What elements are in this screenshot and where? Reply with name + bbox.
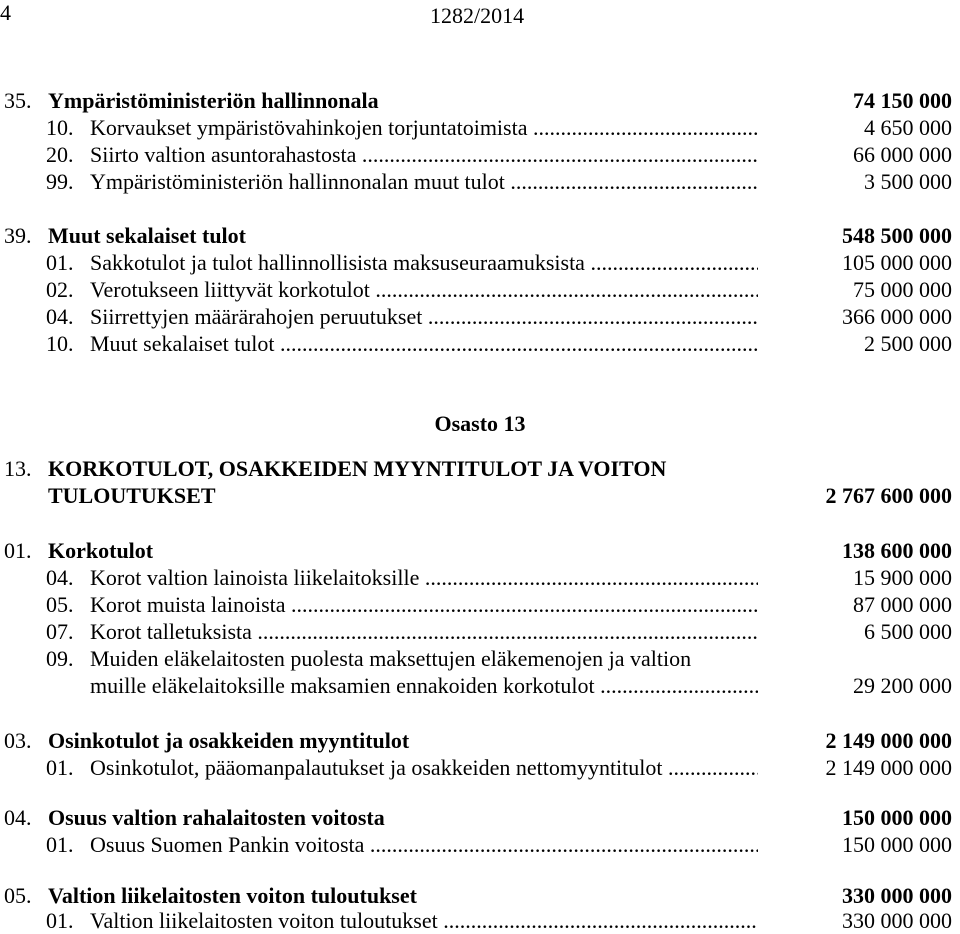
item-amount: 4 650 000 (864, 115, 952, 140)
item-number: 01. (46, 755, 74, 780)
item-row (0, 831, 952, 858)
item-row (0, 114, 952, 141)
section-number: 01. (4, 538, 32, 563)
main-class-heading-13 (0, 455, 952, 482)
item-amount: 105 000 000 (842, 250, 952, 275)
item-label: Siirrettyjen määrärahojen peruutukset ..... (90, 303, 758, 330)
item-row (0, 907, 952, 934)
item-amount: 150 000 000 (842, 832, 952, 857)
item-amount: 29 200 000 (853, 673, 952, 698)
item-row-cont (0, 672, 952, 699)
item-label: Osinkotulot, pääomanpalautukset ja osakkeiden nettomyyntitulot ..... (90, 754, 758, 781)
item-row (0, 330, 952, 357)
item-number: 04. (46, 565, 74, 590)
item-amount: 6 500 000 (864, 619, 952, 644)
item-row (0, 276, 952, 303)
section-heading-01 (0, 537, 952, 564)
item-label: Ympäristöministeriön hallinnonalan muut tulot ..... (90, 168, 758, 195)
section-title: Korkotulot (48, 538, 154, 563)
item-label: Korot talletuksista ..... (90, 618, 758, 645)
section-heading-05 (0, 882, 952, 909)
item-number: 07. (46, 619, 74, 644)
item-number: 01. (46, 832, 74, 857)
item-label: Korot valtion lainoista liikelaitoksille ..... (90, 564, 758, 591)
item-row (0, 249, 952, 276)
item-row (0, 754, 952, 781)
item-label: Valtion liikelaitosten voiton tuloutukset ..... (90, 907, 758, 934)
section-title: Osuus valtion rahalaitosten voitosta (48, 805, 385, 830)
item-amount: 330 000 000 (842, 908, 952, 933)
section-amount: 138 600 000 (842, 538, 952, 563)
item-label-line1: Muiden eläkelaitosten puolesta maksettujen eläkemenojen ja valtion (90, 646, 692, 671)
page-number: 4 (0, 0, 11, 25)
section-number: 35. (4, 88, 32, 113)
item-label: Verotukseen liittyvät korkotulot ..... (90, 276, 758, 303)
section-title: Osinkotulot ja osakkeiden myyntitulot (48, 728, 410, 753)
section-amount: 74 150 000 (853, 88, 952, 113)
item-label: Sakkotulot ja tulot hallinnollisista maksuseuraamuksista ..... (90, 249, 758, 276)
section-heading-35 (0, 87, 952, 114)
item-label: Korvaukset ympäristövahinkojen torjuntatoimista ..... (90, 114, 758, 141)
item-amount: 366 000 000 (842, 304, 952, 329)
item-label: Siirto valtion asuntorahastosta ..... (90, 141, 758, 168)
main-class-heading-13-cont (0, 482, 952, 509)
section-heading-04 (0, 804, 952, 831)
item-row (0, 645, 952, 672)
section-number: 03. (4, 728, 32, 753)
item-number: 01. (46, 908, 74, 933)
item-amount: 75 000 000 (853, 277, 952, 302)
item-label-line2: muille eläkelaitoksille maksamien ennakoiden korkotulot ..... (90, 672, 758, 699)
section-amount: 150 000 000 (842, 805, 952, 830)
item-amount: 3 500 000 (864, 169, 952, 194)
item-label: Muut sekalaiset tulot ..... (90, 330, 758, 357)
item-number: 05. (46, 592, 74, 617)
item-amount: 66 000 000 (853, 142, 952, 167)
item-row (0, 303, 952, 330)
item-amount: 87 000 000 (853, 592, 952, 617)
item-number: 99. (46, 169, 74, 194)
section-amount: 548 500 000 (842, 223, 952, 248)
item-row (0, 618, 952, 645)
item-number: 09. (46, 646, 74, 671)
item-amount: 15 900 000 (853, 565, 952, 590)
item-amount: 2 149 000 000 (825, 755, 952, 780)
section-number: 13. (4, 456, 32, 481)
section-amount: 2 767 600 000 (825, 483, 952, 508)
section-title: Muut sekalaiset tulot (48, 223, 246, 248)
section-title-line2: TULOUTUKSET (48, 483, 216, 508)
section-heading-03 (0, 727, 952, 754)
item-row (0, 591, 952, 618)
section-title: Valtion liikelaitosten voiton tuloutukset (48, 883, 417, 908)
item-number: 01. (46, 250, 74, 275)
section-title-line1: KORKOTULOT, OSAKKEIDEN MYYNTITULOT JA VOITON (48, 456, 667, 481)
section-amount: 2 149 000 000 (825, 728, 952, 753)
section-amount: 330 000 000 (842, 883, 952, 908)
item-row (0, 168, 952, 195)
item-row (0, 141, 952, 168)
section-number: 04. (4, 805, 32, 830)
item-row (0, 564, 952, 591)
item-amount: 2 500 000 (864, 331, 952, 356)
item-label: Korot muista lainoista ..... (90, 591, 758, 618)
item-number: 10. (46, 115, 74, 140)
division-title: Osasto 13 (434, 411, 526, 436)
item-number: 02. (46, 277, 74, 302)
section-heading-39 (0, 222, 952, 249)
section-number: 05. (4, 883, 32, 908)
section-number: 39. (4, 223, 32, 248)
item-number: 10. (46, 331, 74, 356)
section-title: Ympäristöministeriön hallinnonala (48, 88, 379, 113)
item-number: 04. (46, 304, 74, 329)
item-label: Osuus Suomen Pankin voitosta ..... (90, 831, 758, 858)
item-number: 20. (46, 142, 74, 167)
document-number: 1282/2014 (430, 3, 525, 28)
